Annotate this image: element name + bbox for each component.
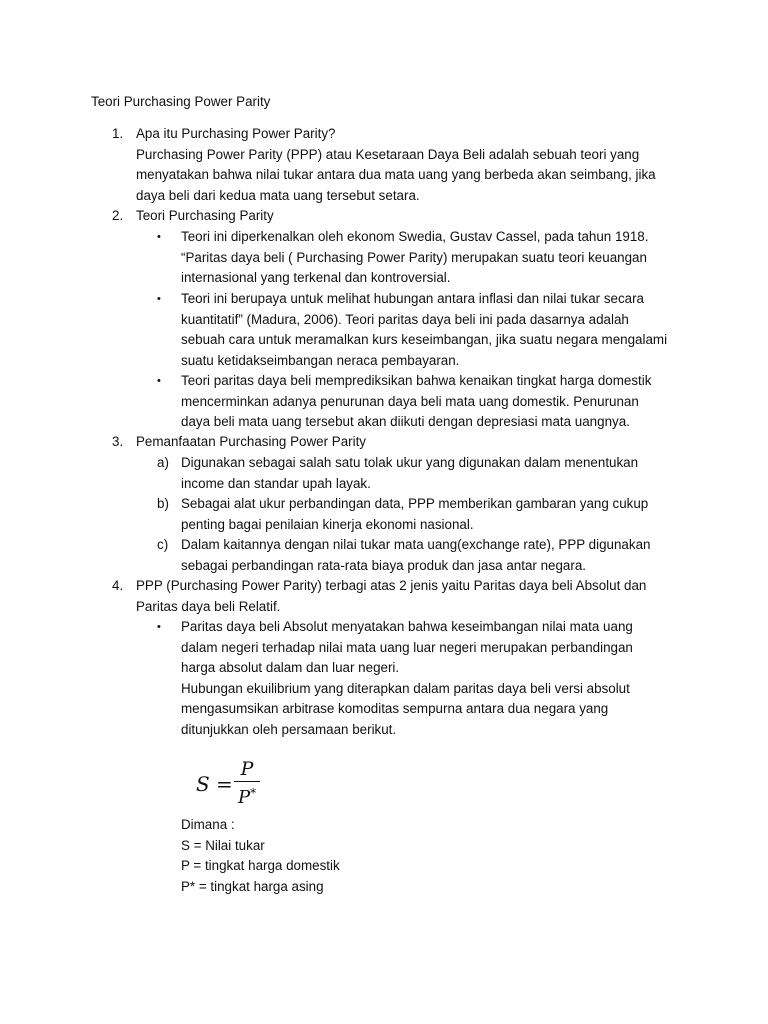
item-text-line: Digunakan sebagai salah satu tolak ukur yang digunakan dalam menentukan [181,455,639,470]
item-letter: c) [157,537,169,552]
bullet-marker: • [157,621,161,633]
bullet-text [181,227,701,289]
section-4-text-line: Paritas daya beli Relatif. [136,598,281,614]
section-4-number: 4. [112,578,124,593]
section-1-text-line: menyatakan bahwa nilai tukar antara dua mata uang yang berbeda akan seimbang, jika [136,167,656,183]
section-1-heading: Apa itu Purchasing Power Parity? [136,126,336,141]
bullet-text-line: mengasumsikan arbitrase komoditas sempurna antara dua negara yang [181,701,609,717]
item-text-line: Sebagai alat ukur perbandingan data, PPP memberikan gambaran yang cukup [181,496,649,511]
definition-line: S = Nilai tukar [181,837,265,853]
section-4-text-line: PPP (Purchasing Power Parity) terbagi atas 2 jenis yaitu Paritas daya beli Absolut dan [136,578,647,593]
formula-numerator: P [240,758,254,780]
definitions-text [181,815,701,897]
formula-denominator-base: P [237,787,251,809]
lettered-item-text [181,535,701,576]
bullet-text-line: kuantitatif” (Madura, 2006). Teori paritas daya beli ini pada dasarnya adalah [181,311,629,327]
item-letter: b) [157,496,169,511]
bullet-marker: • [157,375,161,387]
bullet-text [181,371,701,433]
bullet-text-line: Teori paritas daya beli memprediksikan bahwa kenaikan tingkat harga domestik [181,373,652,388]
formula-lhs: S = [196,772,233,796]
section-4-body [136,576,676,617]
bullet-marker: • [157,231,161,243]
bullet-text-line: suatu ketidakseimbangan neraca pembayaran. [181,352,460,368]
formula-star: * [250,786,257,801]
section-1-text-line: daya beli dari kedua mata uang tersebut setara. [136,187,420,203]
section-1-body [136,124,676,206]
bullet-marker: • [157,293,161,305]
bullet-text [181,289,701,371]
bullet-text-line: harga absolut dalam dan luar negeri. [181,660,400,676]
item-letter: a) [157,455,169,470]
bullet-text [181,617,701,741]
section-3-heading-wrap [136,432,676,453]
fraction-bar [234,781,260,782]
section-2-heading: Teori Purchasing Parity [136,208,274,223]
bullet-text-line: sebuah cara untuk meramalkan kurs keseimbangan, jika suatu negara mengalami [181,332,668,348]
bullet-text-line: daya beli mata uang tersebut akan diikuti dengan depresiasi mata uangnya. [181,414,630,430]
section-2-number: 2. [112,208,124,223]
bullet-text-line: Teori ini diperkenalkan oleh ekonom Swedia, Gustav Cassel, pada tahun 1918. [181,229,649,244]
bullet-text-line: Hubungan ekuilibrium yang diterapkan dalam paritas daya beli versi absolut [181,680,630,696]
section-2-heading-wrap [136,206,676,227]
document-title: Teori Purchasing Power Parity [91,94,271,109]
bullet-text-line: mencerminkan adanya penurunan daya beli mata uang domestik. Penurunan [181,393,639,409]
item-text-line: sebagai perbandingan rata-rata biaya produk dan jasa antar negara. [181,557,586,573]
section-3-heading: Pemanfaatan Purchasing Power Parity [136,434,366,449]
formula-denominator [234,783,260,808]
bullet-text-line: Teori ini berupaya untuk melihat hubungan antara inflasi dan nilai tukar secara [181,291,645,306]
formula-fraction [234,758,260,808]
lettered-item-text [181,453,701,494]
ppp-formula [196,756,276,812]
item-text-line: Dalam kaitannya dengan nilai tukar mata uang(exchange rate), PPP digunakan [181,537,651,552]
bullet-text-line: internasional yang terkenal dan kontroversial. [181,270,451,286]
item-text-line: income dan standar upah layak. [181,475,371,491]
item-text-line: penting bagai penilaian kinerja ekonomi nasional. [181,516,474,532]
definitions-heading: Dimana : [181,817,235,832]
section-1-number: 1. [112,126,124,141]
section-3-number: 3. [112,434,124,449]
bullet-text-line: dalam negeri terhadap nilai mata uang luar negeri merupakan perbandingan [181,639,633,655]
definition-line: P = tingkat harga domestik [181,858,340,874]
bullet-text-line: Paritas daya beli Absolut menyatakan bahwa keseimbangan nilai mata uang [181,619,633,634]
lettered-item-text [181,494,701,535]
bullet-text-line: ditunjukkan oleh persamaan berikut. [181,721,397,737]
bullet-text-line: “Paritas daya beli ( Purchasing Power Parity) merupakan suatu teori keuangan [181,249,647,265]
definition-line: P* = tingkat harga asing [181,878,324,894]
section-1-text-line: Purchasing Power Parity (PPP) atau Kesetaraan Daya Beli adalah sebuah teori yang [136,146,640,162]
